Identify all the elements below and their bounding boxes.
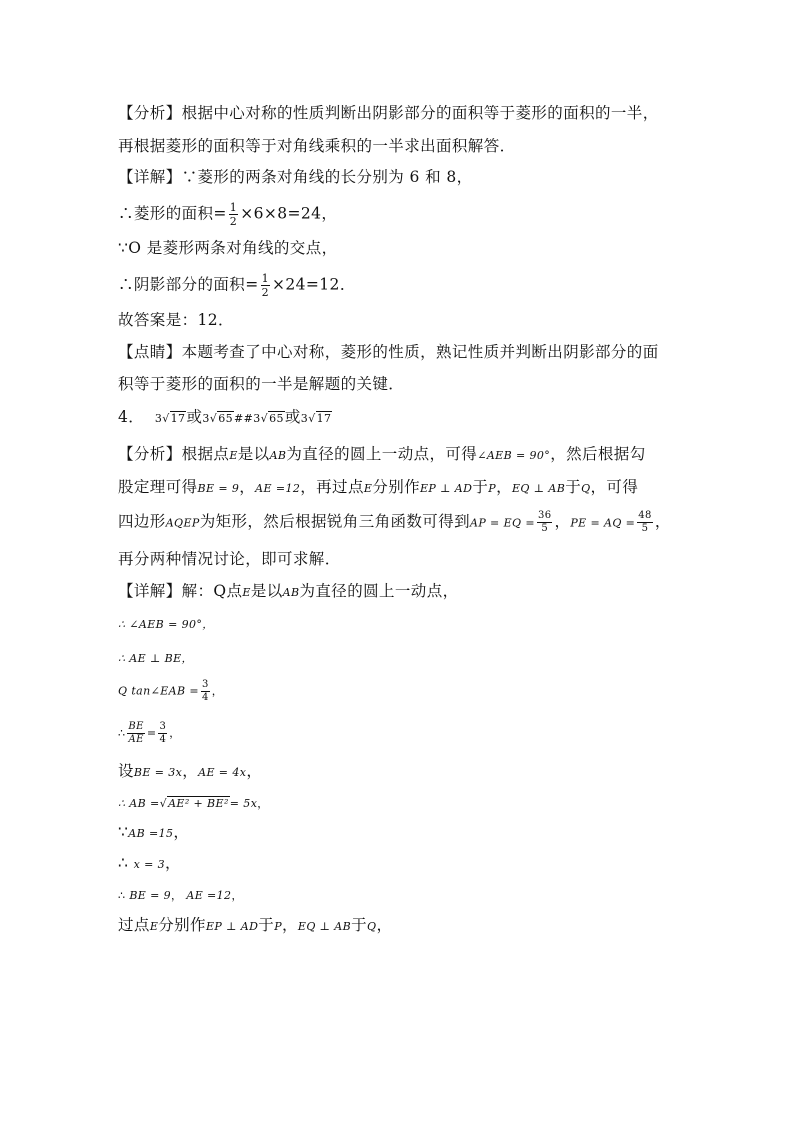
numerator: BE [128, 721, 144, 732]
math: EP ⊥ AD [205, 920, 259, 933]
detail2-line-11 [118, 915, 392, 937]
text: ， [211, 684, 224, 698]
text: 分别作 [158, 916, 206, 934]
fraction [537, 511, 553, 534]
coef: 3 [300, 412, 309, 425]
math: AE =12 [255, 482, 301, 495]
text: ， [169, 726, 181, 740]
text: ， [165, 854, 181, 872]
fraction [229, 202, 238, 227]
analysis-line-2: 再根据菱形的面积等于对角线乘积的一半求出面积解答． [118, 137, 516, 155]
text: ， [171, 889, 183, 902]
math: = 5x [229, 797, 258, 810]
text: ， [257, 797, 269, 810]
question-4-answer [118, 407, 332, 429]
text: = [146, 726, 157, 740]
text: 为矩形，然后根据锐角三角函数可得到 [199, 512, 471, 531]
denominator: 4 [159, 734, 167, 745]
text: ∴ [118, 726, 126, 740]
math: ∴ AB = [118, 797, 160, 810]
text: 或 [186, 408, 203, 426]
denominator: 2 [229, 215, 238, 228]
analysis2-line-1 [118, 444, 646, 466]
math: Q tan∠EAB = [118, 684, 199, 698]
text: 【分析】根据点 [118, 445, 230, 463]
comment-line-2: 积等于菱形的面积的一半是解题的关键． [118, 375, 405, 393]
text: 设 [118, 762, 134, 780]
radicand: 65 [269, 412, 284, 425]
math: AE =12 [186, 889, 232, 902]
detail2-line-2: ∴ ∠AEB = 90°， [118, 618, 214, 631]
math: EQ ⊥ AB [511, 482, 566, 495]
text: ， [496, 478, 512, 496]
math: AQEP [165, 516, 200, 530]
text: ∴菱形的面积= [118, 204, 227, 223]
math: Q [367, 920, 377, 933]
text: 于 [351, 916, 368, 934]
analysis2-line-3 [118, 511, 671, 534]
intersection-line: ∵O 是菱形两条对角线的交点， [118, 239, 338, 257]
fraction [158, 722, 167, 745]
text: ， [239, 478, 256, 496]
comment-line-1: 【点睛】本题考查了中心对称，菱形的性质，熟记性质并判断出阴影部分的面 [118, 343, 659, 361]
math: AP = EQ = [470, 516, 535, 530]
sqrt: √AE² + BE² [159, 797, 229, 810]
math: EP ⊥ AD [420, 482, 473, 495]
text: 分别作 [372, 478, 420, 496]
answer-line: 故答案是：12． [118, 311, 234, 329]
text: ×24=12． [272, 275, 356, 294]
detail-line-1: 【详解】∵菱形的两条对角线的长分别为 6 和 8， [118, 168, 473, 186]
fraction [127, 722, 144, 745]
text: 为直径的圆上一动点，可得 [286, 445, 478, 463]
math: AB [282, 586, 300, 599]
question-number: 4． [118, 408, 145, 426]
text: ∴ [118, 854, 129, 872]
math: x = 3 [133, 858, 166, 871]
math: E [229, 449, 238, 462]
numerator: 1 [261, 272, 269, 285]
coef: 3 [202, 412, 210, 425]
detail2-line-8 [118, 822, 189, 844]
text: ， [282, 916, 298, 934]
denominator: 4 [201, 692, 209, 703]
detail2-line-9 [118, 853, 181, 875]
sqrt: √17 [162, 412, 186, 425]
math: AB =15 [128, 827, 174, 840]
denominator: 5 [541, 523, 549, 534]
math: BE = 9 [197, 482, 240, 495]
numerator: 36 [537, 510, 552, 521]
sqrt: √65 [209, 412, 234, 425]
analysis2-line-4: 再分两种情况讨论，即可求解． [118, 550, 341, 568]
denominator: 5 [641, 523, 649, 534]
math: E [242, 586, 251, 599]
fraction [637, 511, 653, 534]
math: ∠AEB = 90° [477, 449, 551, 462]
radicand: 65 [218, 412, 234, 425]
text: ×6×8=24， [240, 204, 338, 223]
text: ， [654, 512, 671, 531]
coef: 3 [253, 412, 261, 425]
text: ，可得 [590, 478, 639, 496]
math: EQ ⊥ AB [297, 920, 352, 933]
detail2-line-5 [118, 722, 181, 745]
coef: 3 [154, 412, 163, 425]
text: 于 [472, 478, 489, 496]
separator: ## [234, 412, 254, 425]
text: 是以 [237, 445, 270, 463]
text: 于 [258, 916, 275, 934]
fraction [201, 680, 210, 703]
radicand: AE² + BE² [168, 797, 229, 810]
math: Q [581, 482, 591, 495]
text: 是以 [250, 582, 283, 600]
detail2-line-7 [118, 794, 269, 814]
detail2-line-3: ∴ AE ⊥ BE， [118, 652, 193, 665]
math: AE = 4x [198, 766, 247, 779]
detail2-line-10 [118, 886, 243, 906]
math: BE = 9 [129, 889, 172, 902]
math: E [363, 482, 373, 495]
numerator: 3 [201, 679, 209, 690]
math: P [274, 920, 283, 933]
radicand: 17 [316, 412, 332, 425]
math: BE = 3x [133, 766, 183, 779]
text: ， [173, 823, 190, 841]
numerator: 3 [159, 721, 167, 732]
detail2-line-4 [118, 680, 223, 703]
sqrt: √65 [260, 412, 284, 425]
text: 于 [565, 478, 582, 496]
detail2-line-1 [118, 581, 459, 603]
text: 为直径的圆上一动点， [299, 582, 459, 600]
analysis-line-1: 【分析】根据中心对称的性质判断出阴影部分的面积等于菱形的面积的一半， [118, 104, 659, 122]
text: ∴阴影部分的面积= [118, 275, 259, 294]
area-formula-line [118, 202, 337, 227]
text: ， [376, 916, 393, 934]
text: 【详解】解：Q点 [118, 582, 243, 600]
denominator: 2 [261, 286, 269, 299]
text: ，然后根据勾 [550, 445, 646, 463]
text: ，再过点 [300, 478, 364, 496]
detail2-line-6 [118, 761, 262, 783]
math: P [488, 482, 497, 495]
text: 或 [284, 408, 301, 426]
text: ， [182, 762, 199, 780]
denominator: AE [128, 734, 144, 745]
numerator: 1 [229, 201, 238, 214]
math: AB [269, 449, 287, 462]
text: ， [246, 762, 263, 780]
numerator: 48 [638, 510, 652, 521]
text: ∴ [118, 889, 126, 902]
text: ， [554, 512, 571, 531]
sqrt: √17 [308, 412, 332, 425]
shaded-area-line [118, 273, 356, 298]
text: 四边形 [118, 512, 166, 531]
text: 过点 [118, 916, 150, 934]
text: ∵ [118, 823, 129, 841]
radicand: 17 [170, 412, 186, 425]
text: 股定理可得 [118, 478, 198, 496]
math: PE = AQ = [570, 516, 636, 530]
text: ， [231, 889, 243, 902]
math: E [149, 920, 159, 933]
fraction [261, 273, 270, 298]
analysis2-line-2 [118, 477, 638, 499]
